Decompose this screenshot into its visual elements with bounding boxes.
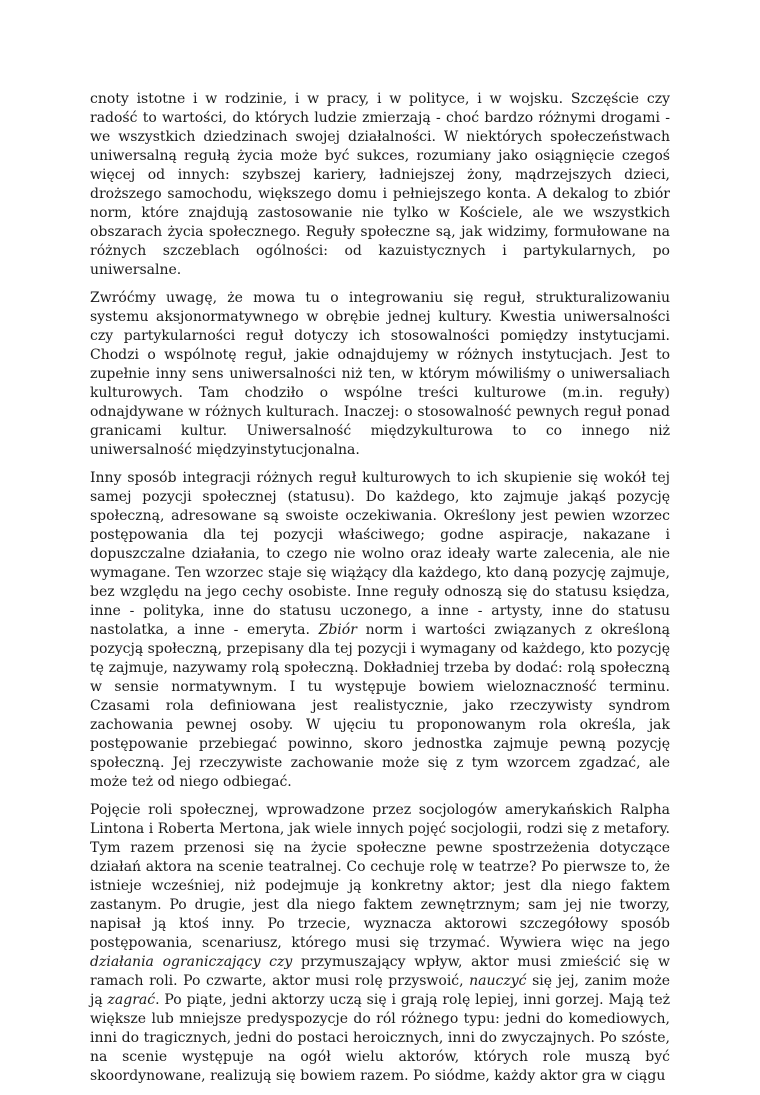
paragraph-1-text: cnoty istotne i w rodzinie, i w pracy, i w polityce, i w wojsku. Szczęście czy radość to wartości, do których ludzie zmierzają - choć bardzo różnymi drogami - we wszystkich dziedzinach swojej działalności. W niektórych społeczeństwach uniwersalną regułą życia może być sukces, rozumiany jako osiągnięcie czegoś więcej od innych: szybszej kariery, ładniejszej żony, mądrzejszych dzieci, droższego samochodu, większego domu i pełniejszego konta. A dekalog to zbiór norm, które znajdują zastosowanie nie tylko w Kościele, ale we wszystkich obszarach życia społecznego. Reguły społeczne są, jak widzimy, formułowane na różnych szczeblach ogólności: od kazuistycznych i partykularnych, po uniwersalne. [90,91,670,278]
paragraph-4 [90,801,670,1086]
paragraph-1 [90,90,670,280]
paragraph-4-text-d: . Po piąte, jedni aktorzy uczą się i grają rolę lepiej, inni gorzej. Mają też większe lub mniejsze predyspozycje do ról różnego typu: jedni do komediowych, inni do tragicznych, jedni do postaci heroicznych, inni do zwyczajnych. Po szóste, na scenie występuje na ogół wielu aktorów, których role muszą być skoordynowane, realizują się bowiem razem. Po siódme, każdy aktor gra w ciągu [90,992,670,1084]
paragraph-4-italic-nauczyc: nauczyć [469,973,527,989]
paragraph-2-text: Zwróćmy uwagę, że mowa tu o integrowaniu się reguł, strukturalizowaniu systemu aksjonormatywnego w obrębie jednej kultury. Kwestia uniwersalności czy partykularności reguł dotyczy ich stosowalności pomiędzy instytucjami. Chodzi o wspólnotę reguł, jakie odnajdujemy w różnych instytucjach. Jest to zupełnie inny sens uniwersalności niż ten, w którym mówiliśmy o uniwersaliach kulturowych. Tam chodziło o wspólne treści kulturowe (m.in. reguły) odnajdywane w różnych kulturach. Inaczej: o stosowalność pewnych reguł ponad granicami kultur. Uniwersalność międzykulturowa to co innego niż uniwersalność międzyinstytucjonalna. [90,290,670,458]
paragraph-2 [90,289,670,460]
paragraph-4-text-b: przymuszający wpływ, aktor musi zmieścić się w ramach roli. Po czwarte, aktor musi rolę przyswoić, [90,954,670,989]
paragraph-4-text-a: Pojęcie roli społecznej, wprowadzone przez socjologów amerykańskich Ralpha Lintona i Roberta Mertona, jak wiele innych pojęć socjologii, rodzi się z metafory. Tym razem przenosi się na życie społeczne pewne spostrzeżenia dotyczące działań aktora na scenie teatralnej. Co cechuje rolę w teatrze? Po pierwsze to, że istnieje wcześniej, niż podejmuje ją konkretny aktor; jest dla niego faktem zastanym. Po drugie, jest dla niego faktem zewnętrznym; sam jej nie tworzy, napisał ją ktoś inny. Po trzecie, wyznacza aktorowi szczegółowy sposób postępowania, scenariusz, którego musi się trzymać. Wywiera więc na jego [90,802,670,951]
paragraph-3-text-b: norm i wartości związanych z określoną pozycją społeczną, przepisany dla tej pozycji i wymagany od każdego, kto pozycję tę zajmuje, nazywamy rolą społeczną. Dokładniej trzeba by dodać: rolą społeczną w sensie normatywnym. I tu występuje bowiem wieloznaczność terminu. Czasami rola definiowana jest realistycznie, jako rzeczywisty syndrom zachowania pewnej osoby. W ujęciu tu proponowanym rola określa, jak postępowanie przebiegać powinno, skoro jednostka zajmuje pewną pozycję społeczną. Jej rzeczywiste zachowanie może się z tym wzorcem zgadzać, ale może też od niego odbiegać. [90,622,670,790]
paragraph-3-italic-zbior: Zbiór [318,622,357,638]
paragraph-4-italic-dzialania: działania ograniczający czy [90,954,293,970]
paragraph-4-text-c: się jej, zanim może ją [90,973,670,1008]
paragraph-4-italic-zagrac: zagrać [107,992,156,1008]
paragraph-3-text-a: Inny sposób integracji różnych reguł kulturowych to ich skupienie się wokół tej samej pozycji społecznej (statusu). Do każdego, kto zajmuje jakąś pozycję społeczną, adresowane są swoiste oczekiwania. Określony jest pewien wzorzec postępowania dla tej pozycji właściwego; godne aspiracje, nakazane i dopuszczalne działania, to czego nie wolno oraz ideały warte zalecenia, ale nie wymagane. Ten wzorzec staje się wiążący dla każdego, kto daną pozycję zajmuje, bez względu na jego cechy osobiste. Inne reguły odnoszą się do statusu księdza, inne - polityka, inne do statusu uczonego, a inne - artysty, inne do statusu nastolatka, a inne - emeryta. [90,470,670,638]
paragraph-3 [90,469,670,792]
body-text [90,90,670,1095]
